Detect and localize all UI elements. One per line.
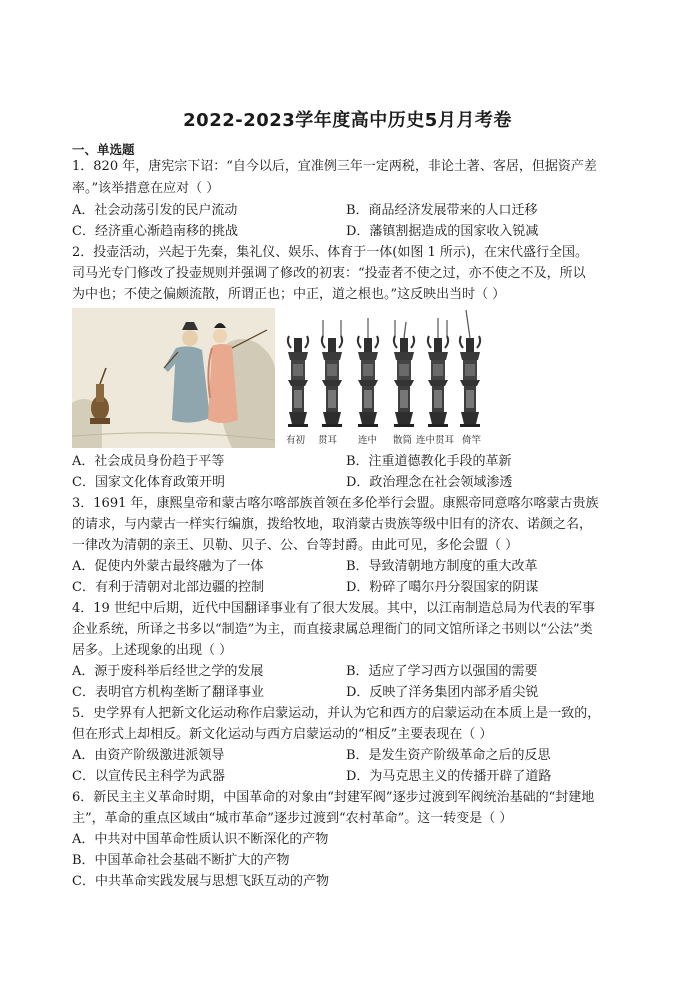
figure-caption-2: 贯耳 <box>318 435 338 446</box>
q1-option-a: A．社会动荡引发的民户流动 <box>72 203 238 218</box>
q2-option-b: B．注重道德教化手段的革新 <box>346 454 512 469</box>
q6-stem-line2: 主”，革命的重点区域由“城市革命”逐步过渡到“农村革命”。这一转变是（ ） <box>72 811 513 826</box>
q6-stem-line1: 6．新民主主义革命时期，中国革命的对象由“封建军阀”逐步过渡到军阀统治基础的“封建地 <box>72 790 595 805</box>
q4-option-a: A．源于废科举后经世之学的发展 <box>72 664 264 679</box>
q6-option-c: C．中共革命实践发展与思想飞跃互动的产物 <box>72 874 329 889</box>
touhu-painting <box>72 308 275 448</box>
q1-option-d: D．藩镇割据造成的国家收入锐减 <box>346 224 539 239</box>
q4-stem-line3: 居多。上述现象的出现（ ） <box>72 643 233 658</box>
figure-caption-5: 连中贯耳 <box>416 435 455 446</box>
q5-option-c: C．以宣传民主科学为武器 <box>72 769 225 784</box>
q5-stem-line1: 5．史学界有人把新文化运动称作启蒙运动，并认为它和西方的启蒙运动在本质上是一致的， <box>72 706 601 721</box>
q3-stem-line3: 一律改为清朝的亲王、贝勒、贝子、公、台等封爵。由此可见，多伦会盟（ ） <box>72 538 519 553</box>
q4-option-d: D．反映了洋务集团内部矛盾尖锐 <box>346 685 539 700</box>
q2-stem-line2: 司马光专门修改了投壶规则并强调了修改的初衷：“投壶者不使之过，亦不使之不及，所以 <box>72 266 586 281</box>
q4-stem-line2: 企业系统，所译之书多以“制造”为主，而直接隶属总理衙门的同文馆所译之书则以“公法”类 <box>72 622 593 637</box>
q6-option-a: A．中共对中国革命性质认识不断深化的产物 <box>72 832 329 847</box>
q3-option-d: D．粉碎了噶尔丹分裂国家的阴谋 <box>346 580 539 595</box>
touhu-forms-figure <box>280 308 486 448</box>
q5-option-d: D．为马克思主义的传播开辟了道路 <box>346 769 552 784</box>
exam-title: 2022-2023学年度高中历史5月月考卷 <box>183 110 512 131</box>
q1-stem-line1: 1．820 年，唐宪宗下诏：“自今以后，宜准例三年一定两税，非论土著、客居，但据资产差 <box>72 159 597 174</box>
q1-option-c: C．经济重心渐趋南移的挑战 <box>72 224 238 239</box>
q2-option-c: C．国家文化体育政策开明 <box>72 475 225 490</box>
q5-option-b: B．是发生资产阶级革命之后的反思 <box>346 748 551 763</box>
q4-option-c: C．表明官方机构垄断了翻译事业 <box>72 685 264 700</box>
q2-stem-line3: 为中也；不使之偏颇流散，所谓正也；中正，道之根也。”这反映出当时（ ） <box>72 287 506 302</box>
q4-stem-line1: 4．19 世纪中后期，近代中国翻译事业有了很大发展。其中，以江南制造总局为代表的军事 <box>72 601 595 616</box>
q3-stem-line1: 3．1691 年，康熙皇帝和蒙古喀尔喀部族首领在多伦举行会盟。康熙帝同意喀尔喀蒙古贵族 <box>72 496 599 511</box>
figure-caption-6: 倚竿 <box>462 435 482 446</box>
figure-caption-1: 有初 <box>286 435 306 446</box>
q2-stem-line1: 2．投壶活动，兴起于先秦，集礼仪、娱乐、体育于一体(如图 1 所示)，在宋代盛行全国。 <box>72 245 588 260</box>
q3-option-a: A．促使内外蒙古最终融为了一体 <box>72 559 264 574</box>
q3-option-c: C．有利于清朝对北部边疆的控制 <box>72 580 264 595</box>
q6-option-b: B．中国革命社会基础不断扩大的产物 <box>72 853 290 868</box>
q4-option-b: B．适应了学习西方以强国的需要 <box>346 664 538 679</box>
figure-caption-4: 散筒 <box>393 435 413 446</box>
q3-option-b: B．导致清朝地方制度的重大改革 <box>346 559 538 574</box>
q1-stem-line2: 率。”该举措意在应对（ ） <box>72 181 220 196</box>
q2-option-d: D．政治理念在社会领域渗透 <box>346 475 513 490</box>
q5-option-a: A．由资产阶级激进派领导 <box>72 748 225 763</box>
q1-option-b: B．商品经济发展带来的人口迁移 <box>346 203 538 218</box>
section-heading: 一、单选题 <box>72 142 135 157</box>
q2-option-a: A．社会成员身份趋于平等 <box>72 454 225 469</box>
q5-stem-line2: 但在形式上却相反。新文化运动与西方启蒙运动的“相反”主要表现在（ ） <box>72 727 493 742</box>
figure-caption-3: 连中 <box>358 435 378 446</box>
q3-stem-line2: 的请求，与内蒙古一样实行编旗，拨给牧地，取消蒙古贵族等级中旧有的济农、诺颜之名， <box>72 517 593 532</box>
